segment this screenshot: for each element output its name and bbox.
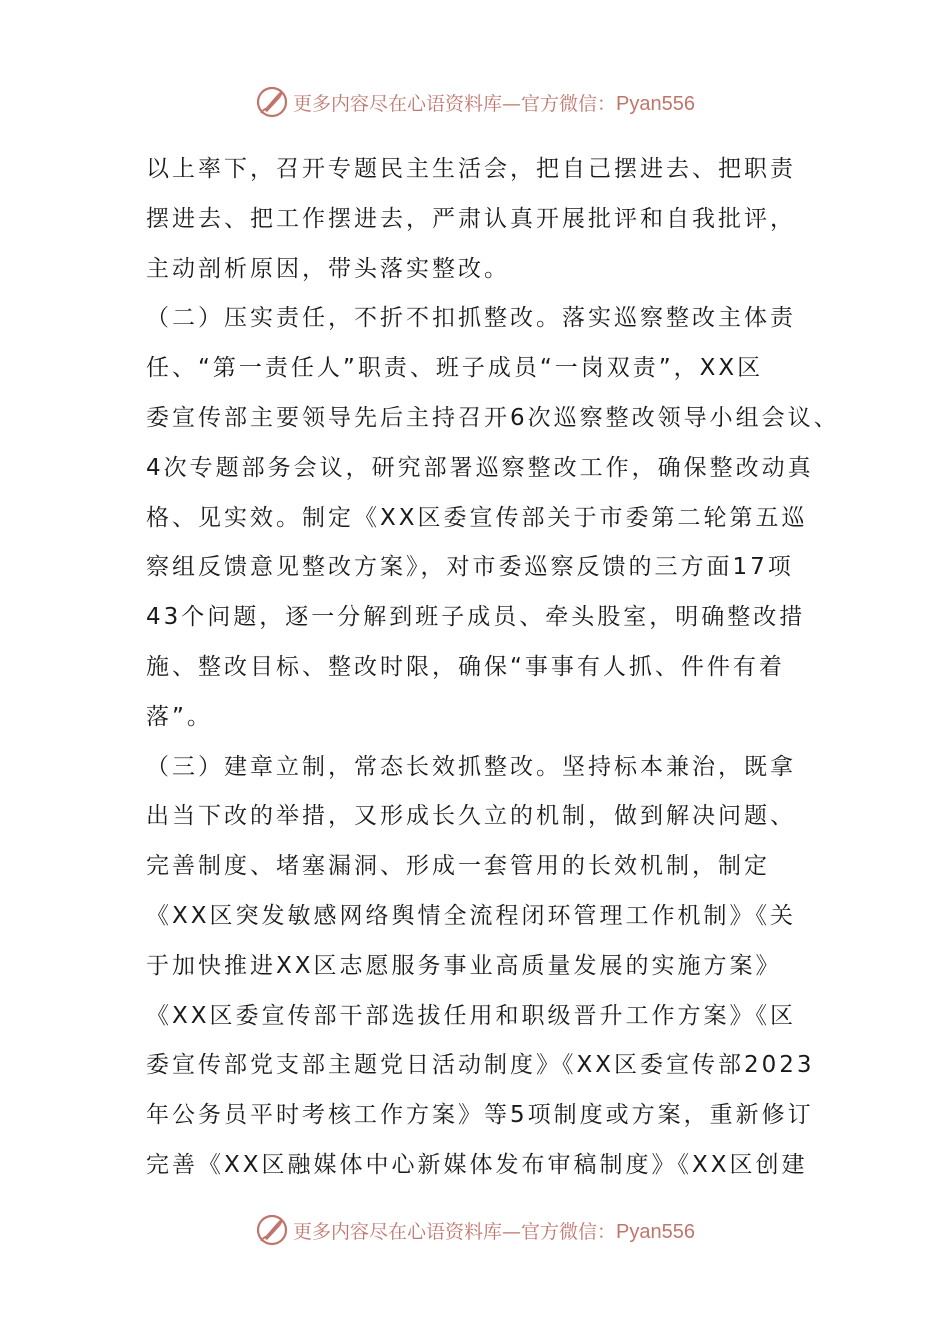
text-line: 完善《XX区融媒体中心新媒体发布审稿制度》《XX区创建 (146, 1151, 808, 1178)
text-line: 年公务员平时考核工作方案》等5项制度或方案，重新修订 (146, 1102, 814, 1129)
text-line: 施、整改目标、整改时限，确保“事事有人抓、件件有着 (146, 653, 785, 680)
text-line: 主动剖析原因，带头落实整改。 (146, 255, 510, 282)
document-body (146, 145, 840, 1191)
footer-watermark (0, 1210, 950, 1250)
text-line: 委宣传部党支部主题党日活动制度》《XX区委宣传部2023 (146, 1052, 815, 1079)
text-line: 完善制度、堵塞漏洞、形成一套管用的长效机制，制定 (146, 853, 770, 880)
text-line: 《XX区突发敏感网络舆情全流程闭环管理工作机制》《关 (146, 902, 797, 929)
watermark-text: 更多内容尽在心语资料库—官方微信：Pyan556 (293, 92, 695, 115)
pen-nib-icon (255, 1213, 289, 1247)
header-watermark (0, 82, 950, 122)
text-line: 格、见实效。制定《XX区委宣传部关于市委第二轮第五巡 (146, 504, 808, 531)
pen-nib-icon (255, 85, 289, 119)
text-line: 4次专题部务会议，研究部署巡察整改工作，确保整改动真 (146, 454, 814, 481)
text-line: 任、“第一责任人”职责、班子成员“一岗双责”，XX区 (146, 355, 764, 382)
text-line: （三）建章立制，常态长效抓整改。坚持标本兼治，既拿 (146, 753, 796, 780)
text-line: 落”。 (146, 703, 213, 730)
text-line: 委宣传部主要领导先后主持召开6次巡察整改领导小组会议、 (146, 404, 840, 431)
text-line: 43个问题，逐一分解到班子成员、牵头股室，明确整改措 (146, 604, 806, 631)
text-line: 摆进去、把工作摆进去，严肃认真开展批评和自我批评， (146, 205, 796, 232)
text-line: 于加快推进XX区志愿服务事业高质量发展的实施方案》 (146, 952, 782, 979)
text-line: 出当下改的举措，又形成长久立的机制，做到解决问题、 (146, 803, 796, 830)
text-line: 察组反馈意见整改方案》，对市委巡察反馈的三方面17项 (146, 554, 794, 581)
watermark-text: 更多内容尽在心语资料库—官方微信：Pyan556 (293, 1220, 695, 1243)
text-line: 《XX区委宣传部干部选拔任用和职级晋升工作方案》《区 (146, 1002, 797, 1029)
text-line: （二）压实责任，不折不扣抓整改。落实巡察整改主体责 (146, 305, 796, 332)
text-line: 以上率下，召开专题民主生活会，把自己摆进去、把职责 (146, 156, 796, 182)
